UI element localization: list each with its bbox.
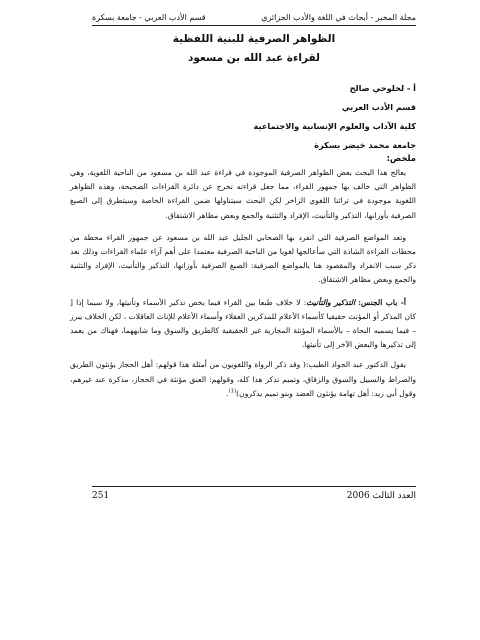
author-name: أ - لحلوحي صالح: [349, 83, 416, 93]
author-university: جامعة محمد خيضر بسكرة: [314, 140, 416, 150]
footer-issue: العدد الثالث 2006: [346, 491, 416, 501]
section-title: التذكير والتأنيث: [306, 297, 356, 307]
paragraph-2: وتعد المواضع الصرفية التي انفرد بها الصحابي الجليل عبد الله بن مسعود عن جمهور القراء محطة من محطات القراءة الشاذة التي سأعالجها لغويا من الناحية الصرفية معتمدا على أهم آراء علماء القراءات وذلك بعد ذكر سبب الانفراد والمقصود هنا بالمواضع الصرفية: الصيغ الصرفية بأوزانها، التذكير والتأنيث، الإفراد والتثنية والجمع وبعض مظاهر الاشتقاق.: [70, 232, 416, 285]
header-department: قسم الأدب العربي - جامعة بسكرة: [92, 13, 206, 22]
paragraph-1: يعالج هذا البحث بعض الظواهر الصرفية الموجودة في قراءة عبد الله بن مسعود من الناحية اللغوية، وهي الظواهر التي خالف بها جمهور القراء، مما جعل قراءته تخرج عن دائرة القراءات الصحيحة، وهذه الظواهر اللغوية موجودة في تراثنا اللغوي الزاخر لكن البحث سيتناولها ضمن القراءة الخاصة وسيتطرق إلى الصيغ الصرفية بأوزانها، التذكير والتأنيث، الإفراد والتثنية والجمع وبعض مظاهر الاشتقاق.: [70, 168, 416, 220]
page-footer: [92, 490, 416, 502]
author-faculty: كلية الآداب والعلوم الإنسانية والاجتماعية: [253, 121, 416, 131]
author-department: قسم الأدب العربي: [341, 102, 416, 112]
header-divider: [92, 25, 416, 26]
running-header: [92, 12, 416, 24]
paragraph-3: [70, 296, 416, 353]
footer-divider: [92, 486, 416, 487]
article-title-line-2: لقراءة عبد الله بن مسعود: [187, 52, 320, 64]
abstract-label: ملخص:: [386, 153, 416, 163]
article-title-line-1: الظواهر الصرفية للبنية اللفظية: [172, 33, 336, 45]
section-label: أ- باب الجنس:: [358, 297, 407, 307]
paragraph-4-end: .: [225, 388, 229, 398]
author-block: [216, 82, 416, 158]
paragraph-3-text: : لا خلاف طبعا بين القراء فيما يخص تذكير الأسماء وتأنيثها، ولا سيما إذا [ كان المذكر أو المؤنث حقيقيا كأسماء الأعلام للمذكرين العقلاء وأسماء الأعلام للإناث العاقلات ، لكن الخلاف يبرز – فيما يسميه النحاة – بالأسماء المؤنثة المجازية غير الحقيقية كالطريق والسوق وما شابههما، فهناك من يعمد إلى تذكيرها والبعض الآخر إلى تأنيثها.: [70, 297, 416, 350]
header-journal: مجلة المخبر - أبحاث في اللغة والأدب الجزائري: [261, 13, 416, 22]
article-body: [70, 166, 416, 407]
footnote-reference[interactable]: (1): [228, 388, 237, 395]
paragraph-4: [70, 358, 416, 401]
paragraph-4-text: يقول الدكتور عبد الجواد الطيب:( وقد ذكر الرواة واللغويون من أمثلة هذا قولهم: أهل الحجاز يؤنثون الطريق والصراط والسبيل والسوق والزقاق، وتميم تذكر هذا كله، وقولهم: العنق مؤنثة في الحجاز، مذكرة عند غيرهم، وقول أبي زيد: أهل تهامة يؤنثون العضد وبنو تميم يذكرون): [70, 360, 416, 398]
page-number: 251: [92, 491, 110, 501]
